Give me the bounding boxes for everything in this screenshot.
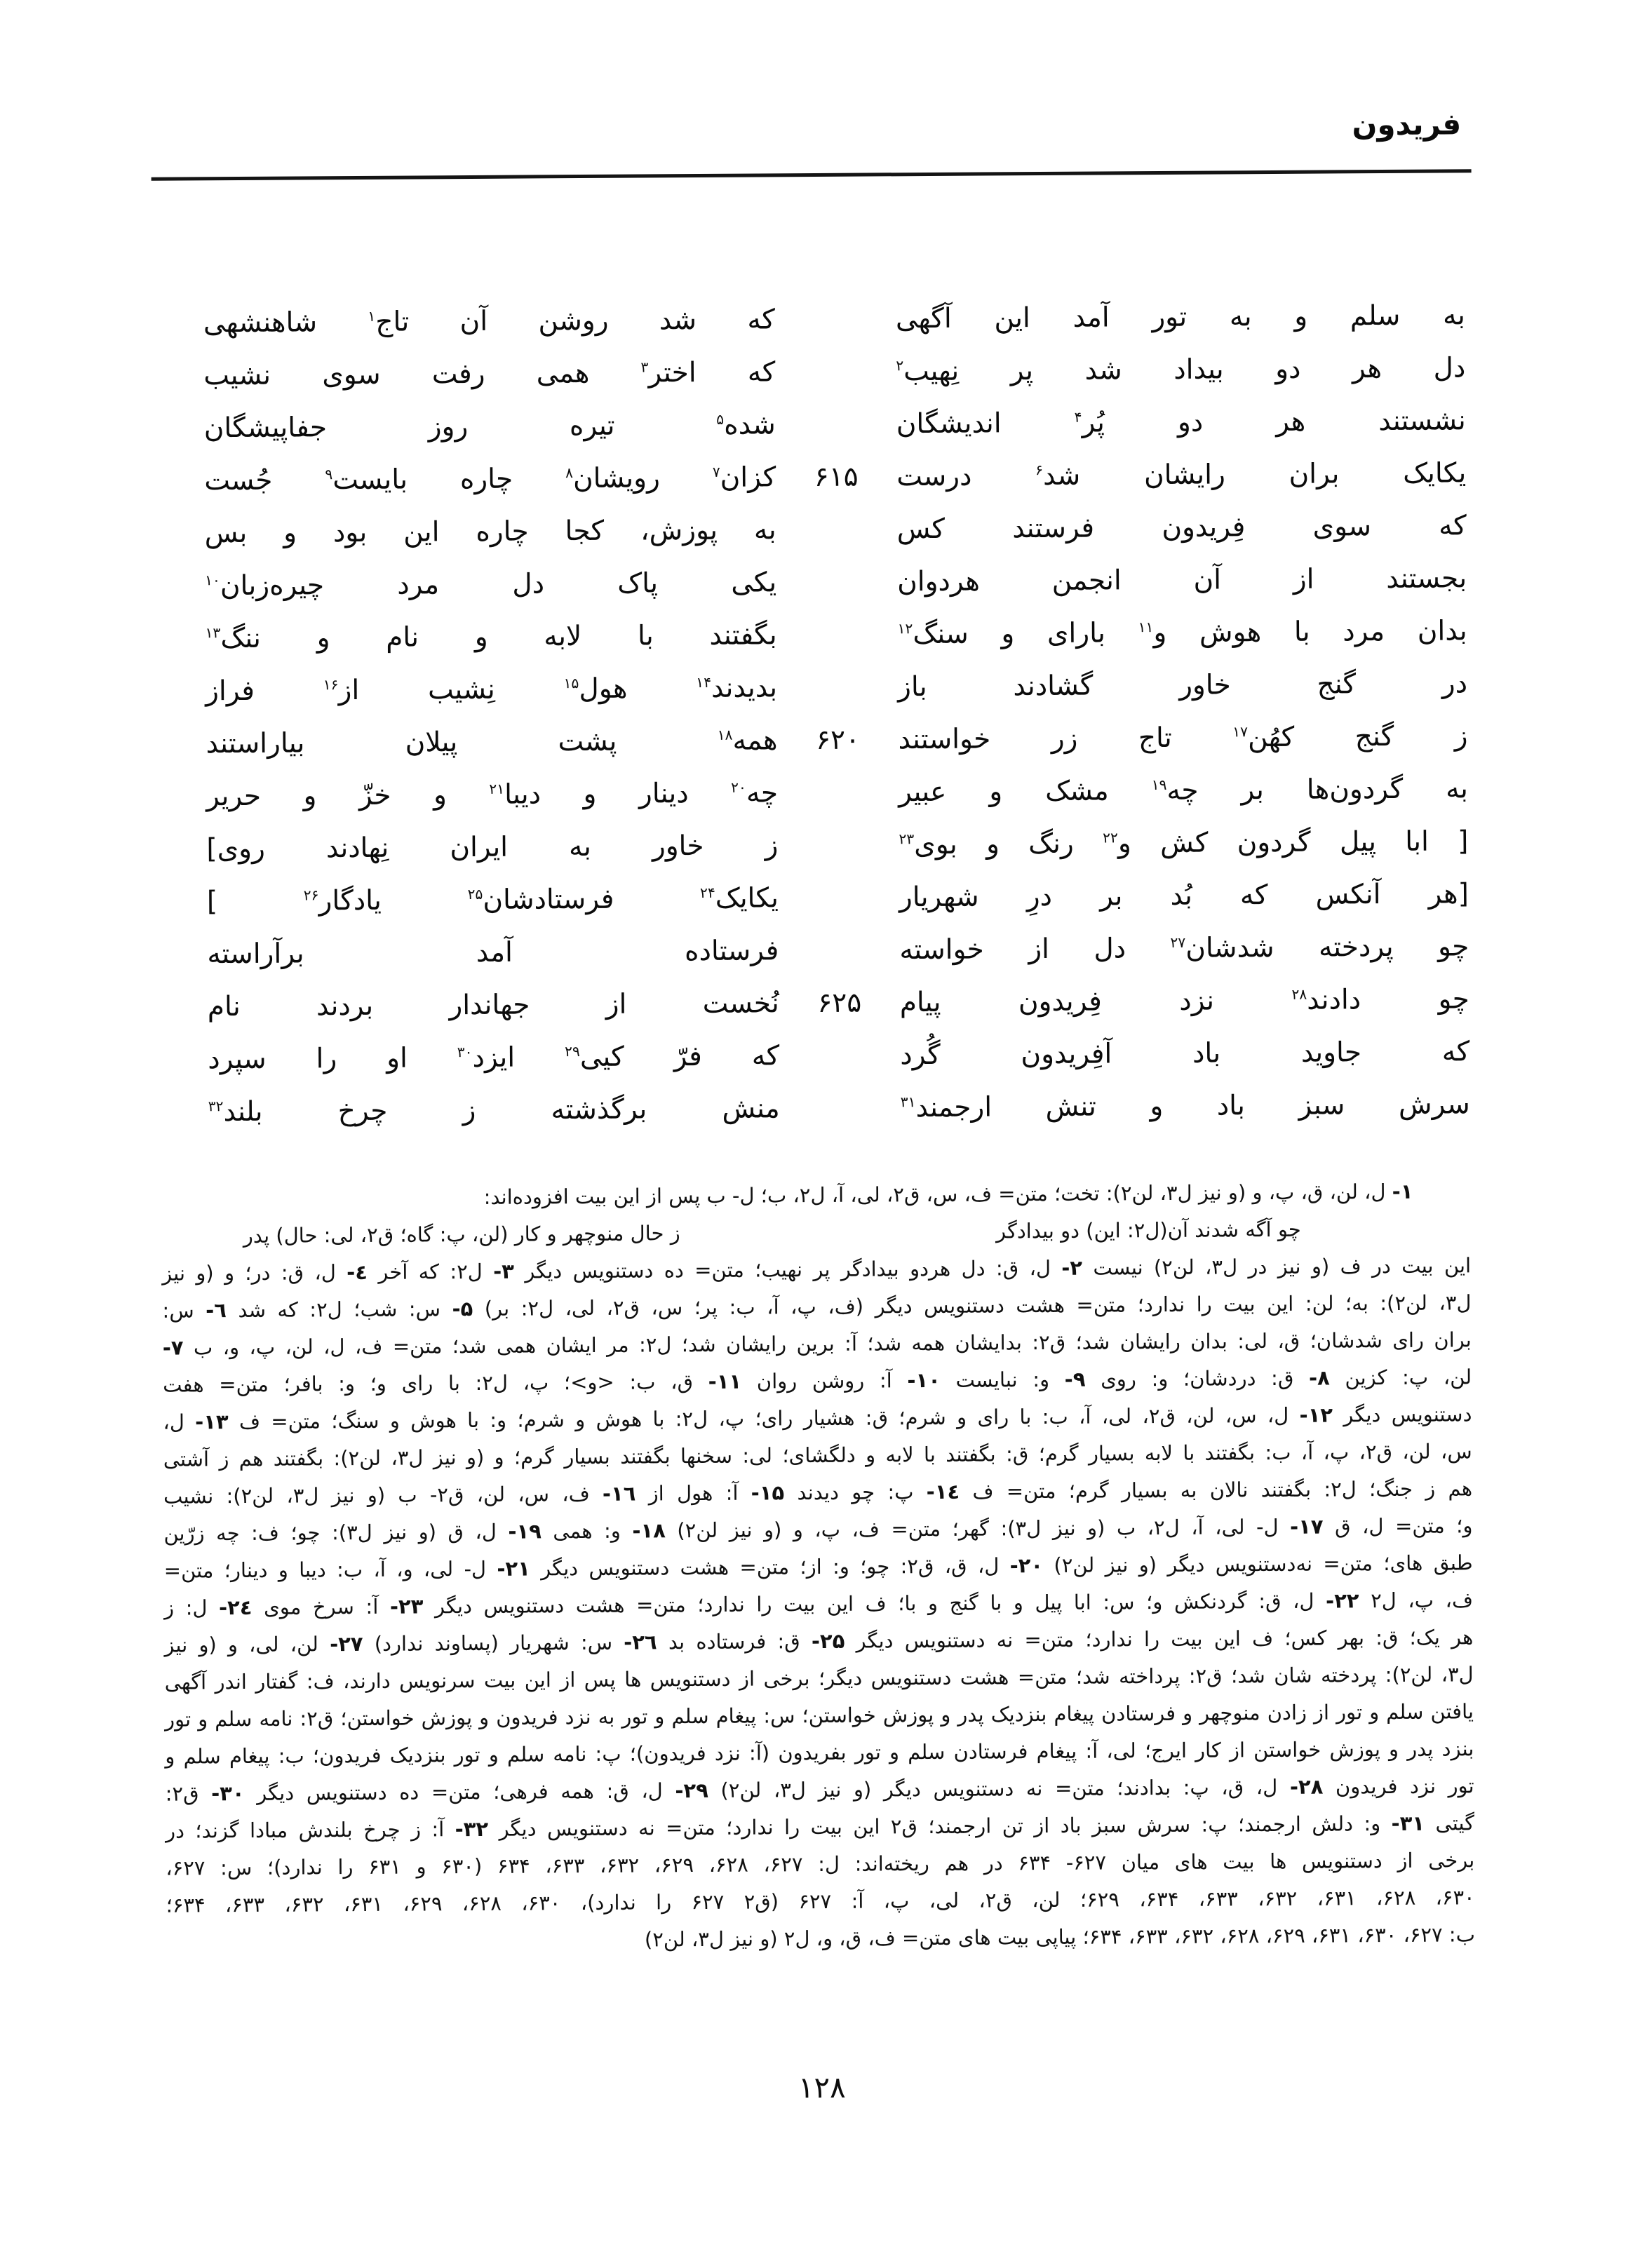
verse-number: [776, 424, 896, 425]
verse-number: [780, 1108, 901, 1109]
footnote-line: بنزد پدر و پوزش خواستن از کار ایرج؛ لی، آ: پیغام فرستادن سلم و تور بفریدون (آ: نزد فریدون)؛ پ: نامه سلم و تور بنزدیک فریدون؛ ب: پیغام سلم و: [165, 1736, 1474, 1769]
verse-row: [160, 868, 1469, 928]
verse-number: ۶۲۵: [817, 987, 862, 1019]
verse-number: [776, 582, 897, 583]
hemistich-first: بدان مرد با هوش و$^{۱۱}$ بارای و سنگ$^{۱۲}$: [897, 615, 1467, 651]
verse-number: [777, 687, 898, 688]
hemistich-first: ز گنج کهُن$^{۱۷}$ تاج زر خواستند: [898, 720, 1468, 756]
hemistich-first: چو پردخته شدشان$^{۲۷}$ دل از خواسته: [899, 931, 1469, 966]
running-header-title: فریدون: [1352, 107, 1462, 142]
footnote-line: هر یک؛ ق: بهر کس؛ ف این بیت را ندارد؛ متن= نه دستنویس دیگر ۲۵- ق: فرستاده بد ۲٦- س: شهریار (پساوند ندارد) ۲۷- لن، لی، و (و نیز: [164, 1625, 1474, 1657]
hemistich-second: شده$^۵$ تیره روز جفاپیشگان: [203, 409, 776, 445]
hemistich-second: بدیدند$^{۱۴}$ هول$^{۱۵}$ نِشیب از$^{۱۶}$ فراز: [205, 672, 778, 708]
hemistich-second: فرستاده آمد برآراسته: [207, 935, 779, 971]
footnote-line: لن، پ: کزین ۸- ق: دردشان؛ و: روی ۹- و: نبایست ۱۰- آ: روشن روان ۱۱- ق، ب: <و>؛ پ، ل۲: با رای و؛ و: بافر؛ متن= هفت: [163, 1365, 1472, 1397]
verse-row: [157, 499, 1466, 560]
verse-row: [159, 710, 1467, 770]
hemistich-second: که شد روشن آن تاج$^۱$ شاهنشهی: [203, 304, 775, 339]
page-number: ۱۲۸: [798, 2070, 846, 2105]
hemistich-first: که جاوید باد آفِریدون گُرد: [900, 1036, 1470, 1072]
poem-body: [156, 289, 1470, 1138]
hemistich-first: [هر آنکس که بُد بر درِ شهریار: [899, 878, 1469, 914]
hemistich-second: کزان$^۷$ رویشان$^۸$ چاره بایست$^۹$ جُست: [204, 461, 776, 497]
footnote-line: تور نزد فریدون ۲۸- ل، ق، پ: بدادند؛ متن= نه دستنویس دیگر (و نیز ل۳، لن۲) ۲۹- ل، ق: همه فرهی؛ متن= ده دستنویس دیگر ۳۰- ق۲:: [165, 1774, 1474, 1806]
verse-number: [779, 950, 899, 951]
footnote-line: گیتی ۳۱- و: دلش ارجمند؛ پ: سرش سبز باد از تن ارجمند؛ ق۲ این بیت را ندارد؛ متن= نه دستنویس دیگر ۳۲- آ: ز چرخ بلندش مبادا گزند؛ در: [165, 1811, 1475, 1843]
verse-row: [161, 1025, 1469, 1086]
footnote-verse-second-hemistich: ز حال منوچهر و کار (لن، پ: گاه؛ ق۲، لی: حال) پدر: [243, 1221, 680, 1248]
verse-number: [778, 845, 899, 846]
verse-number: ۶۱۵: [814, 461, 859, 493]
verse-number: [779, 1055, 900, 1056]
verse-row: [158, 605, 1467, 665]
footnote-verse-first-hemistich: چو آگه شدند آن(ل۲: این) دو بیدادگر: [995, 1217, 1301, 1243]
verse-row: [160, 920, 1469, 980]
verse-row: [157, 447, 1466, 507]
verse-row: [161, 973, 1469, 1033]
footnote-line: س، لن، ق۲، پ، آ، ب: بگفتند با لابه بسیار گرم؛ ق: بگفتند با لابه و دلگشای؛ لی: سخنها بگفتند بسیار گرم؛ و (و نیز ل۳، لن۲): بگفتند هم ز آشتی: [163, 1439, 1472, 1471]
hemistich-first: [ ابا پیل گردون کش و$^{۲۲}$ رنگ و بوی$^{۲۳}$: [899, 825, 1469, 861]
footnote-line: هم ز جنگ؛ ل۲: بگفتند نالان به بسیار گرم؛ متن= ف ۱٤- پ: چو دیدند ۱۵- آ: هول از ۱٦- ف، س، لن، ق۲- ب (و نیز ل۳، لن۲): نشیب: [163, 1476, 1473, 1508]
footnote-line: ف، پ، ل۲ ۲۲- ل، ق: گردنکش و؛ س: ابا پیل و با گنج و با؛ ف این بیت را ندارد؛ متن= هشت دستنویس دیگر ۲۳- آ: سرخ موی ۲٤- ل: ز: [163, 1588, 1474, 1620]
footnote-line: ۱- ل، لن، ق، پ، و (و نیز ل۳، لن۲): تخت؛ متن= ف، س، ق۲، لی، آ، ل۲، ب؛ ل- ب پس از این بیت افزوده‌اند:: [483, 1179, 1413, 1209]
verse-row: [157, 394, 1466, 454]
footnote-line: ۶۳۰، ۶۲۸، ۶۳۱، ۶۳۲، ۶۳۳، ۶۳۴، ۶۲۹؛ لن، ق۲، لی، پ، آ: ۶۲۷ (ق۲ ۶۲۷ را ندارد)، ۶۳۰، ۶۲۸، ۶۲۹، ۶۳۱، ۶۳۲، ۶۳۳، ۶۳۴؛: [166, 1885, 1475, 1917]
hemistich-first: دل هر دو بیداد شد پر نِهیب$^۲$: [896, 352, 1466, 388]
hemistich-first: به گردون‌ها بر چه$^{۱۹}$ مشک و عبیر: [898, 773, 1469, 809]
footnote-line: ل۳، لن۲): به؛ لن: این بیت را ندارد؛ متن= هشت دستنویس دیگر (ف، پ، آ، ب: پر؛ س، ق۲، لی، ل۲: بر) ۵- س: شب؛ ل۲: که شد ٦- س:: [162, 1290, 1472, 1323]
footnote-line: بران رای شدشان؛ ق، لی: بدان رایشان شد؛ ق۲: بدایشان همه شد؛ آ: برین رایشان شد؛ ل۲: مر ایشان همی شد؛ متن= ف، ل، لن، پ، و، ب ۷-: [162, 1328, 1472, 1360]
footnote-line: و؛ متن= ل، ق ۱۷- ل- لی، آ، ل۲، ب (و نیز ل۳): گهر؛ متن= ف، پ، و (و نیز لن۲) ۱۸- و: همی ۱۹- ل، ق (و نیز ل۳): چو؛ ف: چه زرّین: [163, 1513, 1473, 1546]
footnote-line: دستنویس دیگر ۱۲- ل، س، لن، ق۲، لی، آ، ب: با رای و شرم؛ ق: هشیار رای؛ پ، ل۲: با هوش و شرم؛ و: با هوش و سنگ؛ متن= ف ۱۳- ل،: [163, 1402, 1472, 1434]
hemistich-first: که سوی فِریدون فرستند کس: [896, 510, 1467, 546]
footnote-line: برخی از دستنویس ها بیت های میان ۶۲۷- ۶۳۴ در هم ریخته‌اند: ل: ۶۲۷، ۶۲۸، ۶۲۹، ۶۳۲، ۶۳۳، ۶۳۴ (۶۳۰ و ۶۳۱ را ندارد)؛ س: ۶۲۷،: [166, 1848, 1475, 1880]
hemistich-second: منش برگذشته ز چرخ بلند$^{۳۲}$: [208, 1093, 780, 1128]
hemistich-first: در گنج خاور گشادند باز: [897, 668, 1468, 703]
verse-row: [156, 289, 1465, 349]
verse-row: [156, 342, 1465, 402]
hemistich-first: سرش سبز باد و تنش ارجمند$^{۳۱}$: [900, 1088, 1470, 1124]
hemistich-second: چه$^{۲۰}$ دینار و دیبا$^{۲۱}$ و خزّ و حریر: [206, 777, 779, 813]
hemistich-second: که اختر$^۳$ همی رفت سوی نشیب: [203, 356, 776, 392]
hemistich-second: همه$^{۱۸}$ پشت پیلان بیاراستند: [206, 724, 778, 760]
verse-row: [159, 815, 1468, 875]
verse-number: [778, 792, 899, 793]
verse-row: [161, 1078, 1470, 1138]
hemistich-first: نشستند هر دو پُر$^۴$ اندیشگان: [896, 405, 1466, 440]
verse-number: ۶۲۰: [815, 724, 861, 756]
hemistich-second: یکایک$^{۲۴}$ فرستادشان$^{۲۵}$ یادگار$^{۲۶}$ ]: [206, 882, 779, 918]
footnote-line: طبق های؛ متن= نه‌دستنویس دیگر (و نیز لن۲) ۲۰- ل، ق، ق۲: چو؛ و: از؛ متن= هشت دستنویس دیگر ۲۱- ل- لی، و، آ، ب: دیبا و دینار؛ متن=: [163, 1551, 1473, 1583]
hemistich-second: بگفتند با لابه و نام و ننگ$^{۱۳}$: [205, 619, 777, 655]
hemistich-first: بجستند از آن انجمن هردوان: [897, 562, 1467, 598]
footnote-line: این بیت در ف (و نیز در ل۳، لن۲) نیست ۲- ل، ق: دل هردو بیدادگر پر نهیب؛ متن= ده دستنویس دیگر ۳- ل۲: که آخر ٤- ل، ق: در؛ و (و نیز: [162, 1253, 1472, 1285]
verse-row: [159, 657, 1467, 717]
footnotes-body: [161, 1173, 1475, 1961]
verse-number: [776, 529, 897, 530]
hemistich-first: به سلم و به تور آمد این آگهی: [895, 299, 1465, 335]
hemistich-second: به پوزش، کجا چاره این بود و بس: [204, 514, 776, 550]
hemistich-second: نُخست از جهاندار بردند نام: [207, 987, 779, 1023]
hemistich-second: که فرّ کیی$^{۲۹}$ ایزد$^{۳۰}$ او را سپرد: [208, 1040, 780, 1076]
header-rule: [152, 169, 1472, 180]
hemistich-first: یکایک بران رایشان شد$^۶$ درست: [896, 457, 1467, 493]
hemistich-first: چو دادند$^{۲۸}$ نزد فِریدون پیام: [899, 983, 1469, 1019]
verse-number: [775, 319, 896, 320]
verse-row: [159, 762, 1468, 823]
footnote-line: ل۳، لن۲): پردخته شان شد؛ ق۲: پرداخته شد؛ متن= هشت دستنویس دیگر؛ برخی از دستنویس ها پس از این بیت سرنویس دارند، ف: گفتار اندر آگهی: [164, 1662, 1474, 1694]
hemistich-second: یکی پاک دل مرد چیره‌زبان$^{۱۰}$: [205, 567, 777, 602]
footnote-line: یافتن سلم و تور از زادن منوچهر و فرستادن پیغام بنزدیک پدر و پوزش خواستن؛ س: پیغام سلم و تور به نزد فریدون و پوزش خواستن؛ ق۲: نامه سلم و تور: [164, 1699, 1474, 1732]
hemistich-second: ز خاور به ایران نِهادند روی]: [206, 830, 779, 865]
footnote-line: ب: ۶۲۷، ۶۳۰، ۶۳۱، ۶۲۹، ۶۲۸، ۶۳۲، ۶۳۳، ۶۳۴؛ پیاپی بیت های متن= ف، ق، و، ل۲ (و نیز ل۳، لن۲): [644, 1922, 1476, 1952]
verse-row: [158, 552, 1467, 612]
